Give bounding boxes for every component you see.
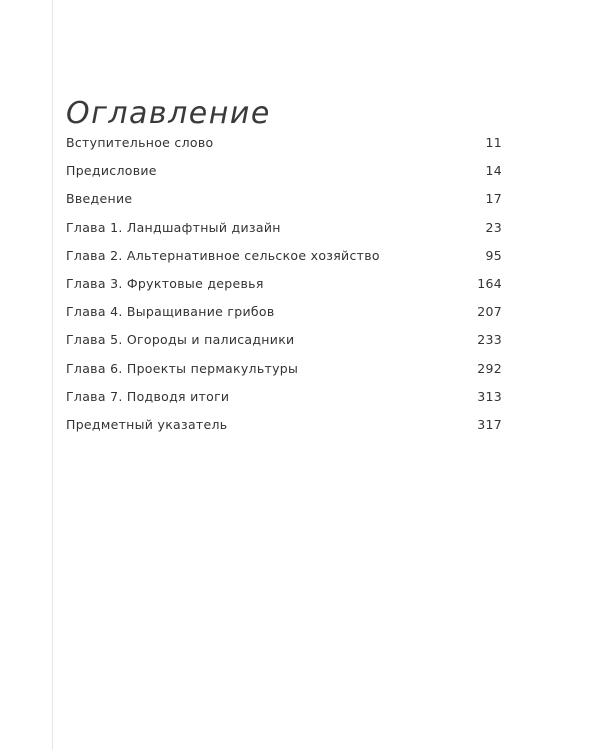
toc-entry-page: 14 bbox=[485, 163, 502, 179]
toc-entry-title: Введение bbox=[66, 191, 133, 207]
toc-entry-page: 313 bbox=[477, 388, 502, 404]
toc-entry-page: 164 bbox=[477, 275, 502, 291]
toc-entry-page: 17 bbox=[485, 191, 502, 207]
toc-entry-page: 207 bbox=[477, 304, 502, 320]
toc-entry-page: 233 bbox=[477, 332, 502, 348]
toc-entry-page: 317 bbox=[477, 416, 502, 432]
toc-entry-page: 23 bbox=[485, 219, 502, 235]
toc-entry-chapter-6[interactable] bbox=[66, 361, 502, 389]
toc-entry-page: 292 bbox=[477, 360, 502, 376]
toc-entry-preface[interactable] bbox=[66, 163, 502, 191]
toc-entry-chapter-1[interactable] bbox=[66, 220, 502, 248]
toc-entry-title: Предисловие bbox=[66, 163, 157, 179]
toc-entry-chapter-3[interactable] bbox=[66, 276, 502, 304]
toc-entry-page: 95 bbox=[485, 247, 502, 263]
toc-entry-title: Глава 1. Ландшафтный дизайн bbox=[66, 219, 281, 235]
page-edge-divider bbox=[52, 0, 53, 750]
toc-entry-title: Глава 4. Выращивание грибов bbox=[66, 304, 275, 320]
toc-entry-title: Предметный указатель bbox=[66, 416, 228, 432]
toc-entry-subject-index[interactable] bbox=[66, 417, 502, 445]
toc-entry-chapter-4[interactable] bbox=[66, 304, 502, 332]
toc-entry-page: 11 bbox=[485, 135, 502, 150]
toc-entry-introductory-word[interactable] bbox=[66, 135, 502, 163]
toc-page bbox=[66, 0, 506, 750]
toc-entry-title: Глава 6. Проекты пермакультуры bbox=[66, 360, 299, 376]
toc-entry-introduction[interactable] bbox=[66, 191, 502, 219]
toc-entry-title: Глава 3. Фруктовые деревья bbox=[66, 275, 264, 291]
toc-entry-title: Глава 2. Альтернативное сельское хозяйство bbox=[66, 247, 380, 263]
toc-heading: Оглавление bbox=[66, 96, 271, 132]
toc-entry-chapter-7[interactable] bbox=[66, 389, 502, 417]
toc-entry-title: Глава 5. Огороды и палисадники bbox=[66, 332, 295, 348]
toc-entry-chapter-2[interactable] bbox=[66, 248, 502, 276]
toc-entry-title: Глава 7. Подводя итоги bbox=[66, 388, 230, 404]
toc-list bbox=[66, 135, 502, 445]
toc-entry-title: Вступительное слово bbox=[66, 135, 214, 150]
toc-entry-chapter-5[interactable] bbox=[66, 332, 502, 360]
